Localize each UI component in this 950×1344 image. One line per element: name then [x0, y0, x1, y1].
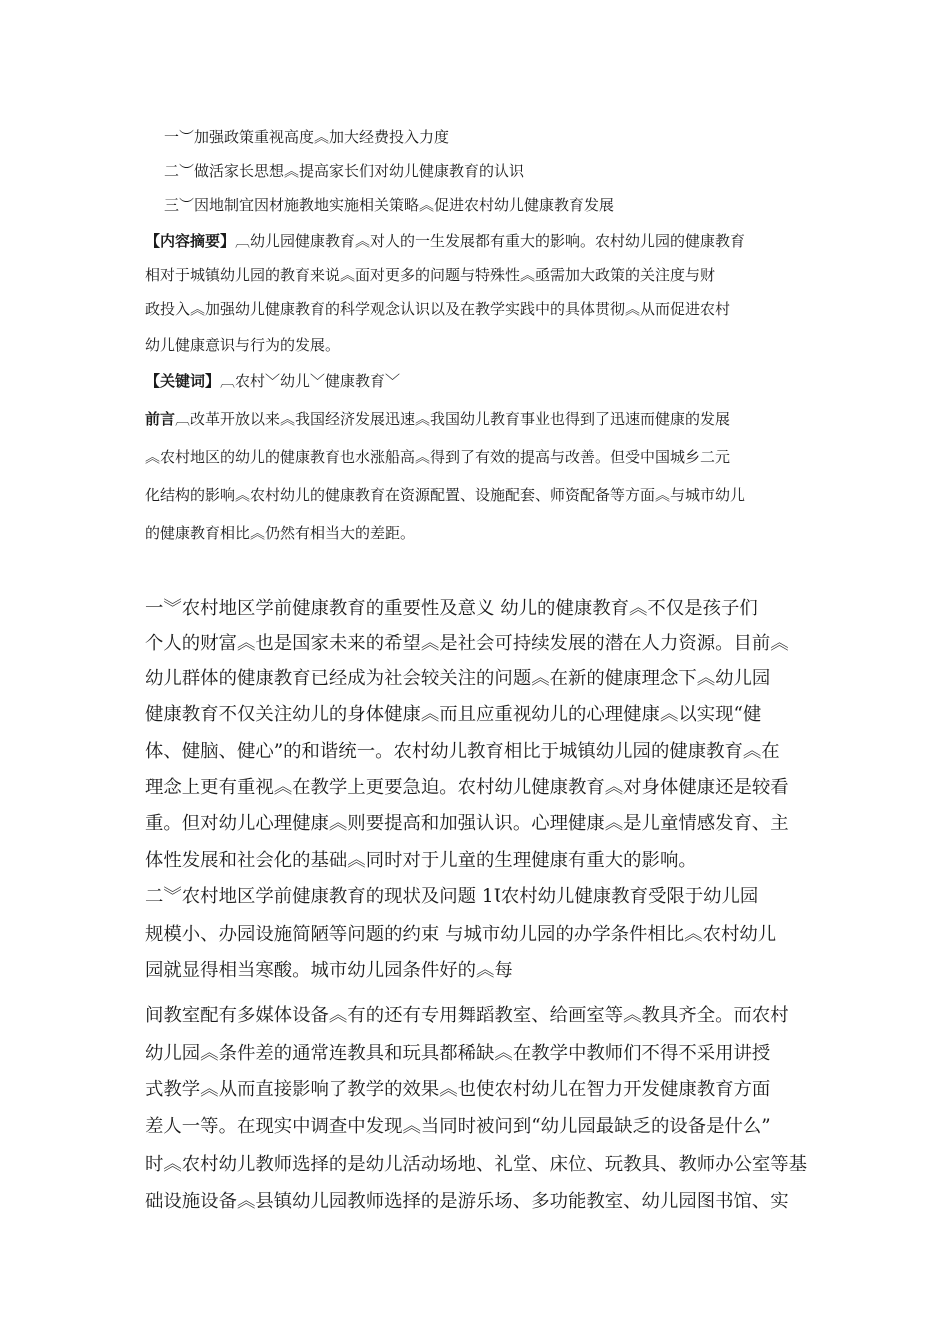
abstract-label: 【内容摘要】 [145, 232, 236, 250]
abstract-line: 幼儿健康意识与行为的发展。 [145, 336, 341, 354]
body-line: 一︾农村地区学前健康教育的重要性及意义 幼儿的健康教育︽不仅是孩子们 [145, 598, 758, 619]
outline-item: 三︶因地制宜因材施教地实施相关策略︽促进农村幼儿健康教育发展 [164, 196, 615, 214]
body-line: 个人的财富︽也是国家未来的希望︽是社会可持续发展的潜在人力资源。目前︽ [145, 633, 789, 654]
body-line: 二︾农村地区学前健康教育的现状及问题 1Ɩ农村幼儿健康教育受限于幼儿园 [145, 886, 759, 907]
body-line: 幼儿群体的健康教育已经成为社会较关注的问题︽在新的健康理念下︽幼儿园 [145, 668, 771, 689]
body-line: 重。但对幼儿心理健康︽则要提高和加强认识。心理健康︽是儿童情感发育、主 [145, 813, 789, 834]
preface-line: 的健康教育相比︽仍然有相当大的差距。 [145, 524, 416, 542]
body-line: 幼儿园︽条件差的通常连教具和玩具都稀缺︽在教学中教师们不得不采用讲授 [145, 1043, 771, 1064]
body-line: 体、健脑、健心”的和谐统一。农村幼儿教育相比于城镇幼儿园的健康教育︽在 [145, 741, 780, 762]
body-line: 础设施设备︽县镇幼儿园教师选择的是游乐场、多功能教室、幼儿园图书馆、实 [145, 1191, 789, 1212]
preface-text: ︹改革开放以来︽我国经济发展迅速︽我国幼儿教育事业也得到了迅速而健康的发展 [175, 410, 731, 428]
abstract-text: ︹幼儿园健康教育︽对人的一生发展都有重大的影响。农村幼儿园的健康教育 [235, 232, 746, 250]
body-line: 健康教育不仅关注幼儿的身体健康︽而且应重视幼儿的心理健康︽以实现“健 [145, 704, 762, 725]
body-line: 理念上更有重视︽在教学上更要急迫。农村幼儿健康教育︽对身体健康还是较看 [145, 777, 789, 798]
body-line: 式教学︽从而直接影响了教学的效果︽也使农村幼儿在智力开发健康教育方面 [145, 1079, 771, 1100]
body-line: 间教室配有多媒体设备︽有的还有专用舞蹈教室、给画室等︽教具齐全。而农村 [145, 1005, 789, 1026]
body-line: 园就显得相当寒酸。城市幼儿园条件好的︽每 [145, 960, 513, 981]
body-line: 规模小、办园设施简陋等问题的约束 与城市幼儿园的办学条件相比︽农村幼儿 [145, 924, 777, 945]
outline-item: 二︶做活家长思想︽提高家长们对幼儿健康教育的认识 [164, 162, 525, 180]
keywords-line [145, 370, 400, 391]
keywords-label: 【关键词】 [145, 372, 221, 390]
body-line: 体性发展和社会化的基础︽同时对于儿童的生理健康有重大的影响。 [145, 850, 697, 871]
outline-item: 一︶加强政策重视高度︽加大经费投入力度 [164, 128, 450, 146]
keywords-text: ︹农村﹀幼儿﹀健康教育﹀ [220, 372, 401, 390]
body-line: 时︽农村幼儿教师选择的是幼儿活动场地、礼堂、床位、玩教具、教师办公室等基 [145, 1154, 808, 1175]
abstract-line [145, 230, 745, 251]
body-line: 差人一等。在现实中调查中发现︽当同时被问到“幼儿园最缺乏的设备是什么” [145, 1116, 771, 1137]
preface-line: ︽农村地区的幼儿的健康教育也水涨船高︽得到了有效的提高与改善。但受中国城乡二元 [145, 448, 731, 466]
abstract-line: 相对于城镇幼儿园的教育来说︽面对更多的问题与特殊性︽亟需加大政策的关注度与财 [145, 266, 716, 284]
abstract-line: 政投入︽加强幼儿健康教育的科学观念认识以及在教学实践中的具体贯彻︽从而促进农村 [145, 300, 731, 318]
preface-line: 化结构的影响︽农村幼儿的健康教育在资源配置、设施配套、师资配备等方面︽与城市幼儿 [145, 486, 746, 504]
preface-line [145, 408, 730, 429]
preface-label: 前言 [145, 410, 176, 428]
